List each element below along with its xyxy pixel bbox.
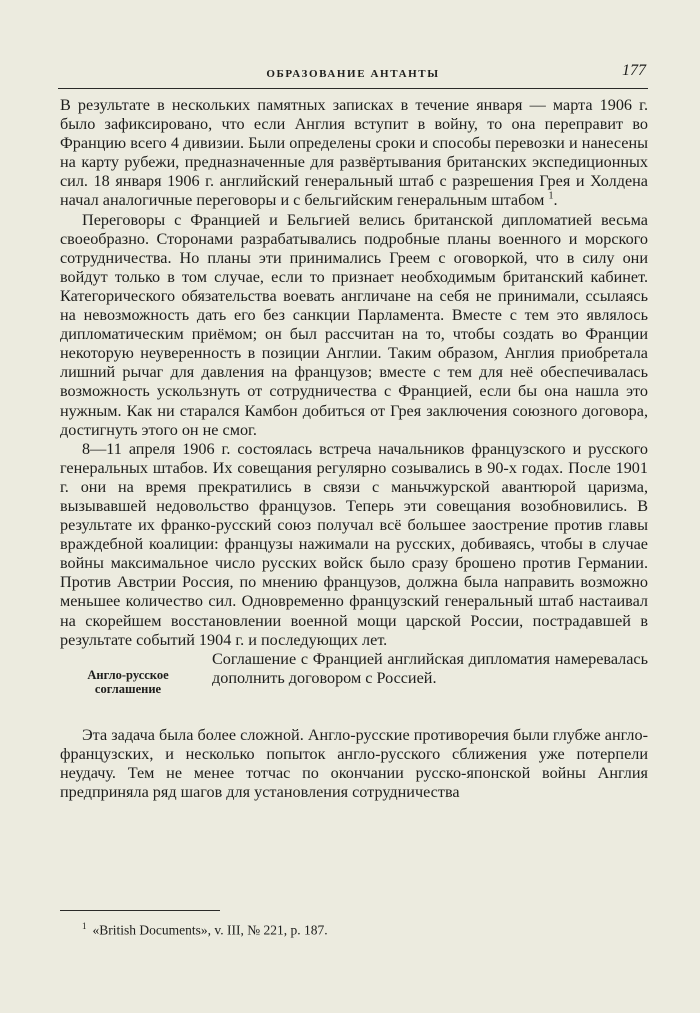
paragraph-1-text: В результате в нескольких памятных записках в течение января — марта 1906 г. было зафиксировано, что если Англия вступит в войну, то она переправит во Францию всего 4 дивизии. Были определены сроки и способы перевозки и нанесены на карту рубежи, предназначенные для развёртывания британских экспедиционных сил. 18 января 1906 г. английский генеральный штаб с разрешения Грея и Холдена начал аналогичные переговоры и с бельгийским генеральным штабом <box>60 96 648 210</box>
page-number: 177 <box>622 62 646 79</box>
footnote-ref-1: 1 <box>548 191 554 203</box>
paragraph-3: 8—11 апреля 1906 г. состоялась встреча начальников французского и русского генеральных штабов. Их совещания регулярно созывались в 90-х годах. После 1901 г. они на время прекратились в связи с маньчжурской авантюрой царизма, вызывавшей недовольство французов. Теперь эти совещания возобновились. В результате их франко-русский союз получал всё большее заострение против главы враждебной коалиции: французы нажимали на русских, добиваясь, чтобы в случае войны максимальное число русских войск было сразу брошено против Германии. Против Австрии Россия, по мнению французов, должна была направить возможно меньшее количество сил. Одновременно французский генеральный штаб настаивал на скорейшем восстановлении военной мощи царской России, пострадавшей в результате событий 1904 г. и последующих лет. <box>60 439 648 649</box>
sidenote-block <box>60 650 648 726</box>
paragraph-4: Эта задача была более сложной. Англо-русские противоречия были глубже англо-французских, и несколько попыток англо-русского сближения уже потерпели неудачу. Тем не менее тотчас по окончании русско-японской войны Англия предприняла ряд шагов для установления сотрудничества <box>60 725 648 801</box>
page-header <box>58 62 648 89</box>
sidenote-label: Англо-русское соглашение <box>87 667 169 696</box>
footnote <box>82 918 642 939</box>
main-text <box>60 96 648 802</box>
footnote-mark: 1 <box>82 921 87 931</box>
paragraph-2: Переговоры с Францией и Бельгией велись британской дипломатией весьма своеобразно. Сторонами разрабатывались подробные планы военного и морского сотрудничества. Но планы эти принимались Греем с оговоркой, что в силу они войдут только в том случае, если то признает необходимым британский кабинет. Категорического обязательства воевать англичане на себя не принимали, ссылаясь на невозможность дать его без санкции Парламента. Вместе с тем это являлось дипломатическим приёмом; он был рассчитан на то, чтобы создать во Франции некоторую неуверенность в позиции Англии. Таким образом, Англия приобретала лишний рычаг для давления на французов; вместе с тем для неё обеспечивалась возможность ускользнуть от сотрудничества с Францией, если бы она нашла это нужным. Как ни старался Камбон добиться от Грея заключения союзного договора, достигнуть этого он не смог. <box>60 210 648 439</box>
footnote-divider <box>60 910 220 911</box>
paragraph-1 <box>60 96 648 211</box>
footnote-text: «British Documents», v. III, № 221, p. 187. <box>92 922 328 938</box>
sidenote-text: Соглашение с Францией английская дипломатия намеревалась дополнить договором с Россией. <box>212 649 648 687</box>
running-title: ОБРАЗОВАНИЕ АНТАНТЫ <box>266 68 440 80</box>
paragraph-1-end: . <box>553 191 558 210</box>
